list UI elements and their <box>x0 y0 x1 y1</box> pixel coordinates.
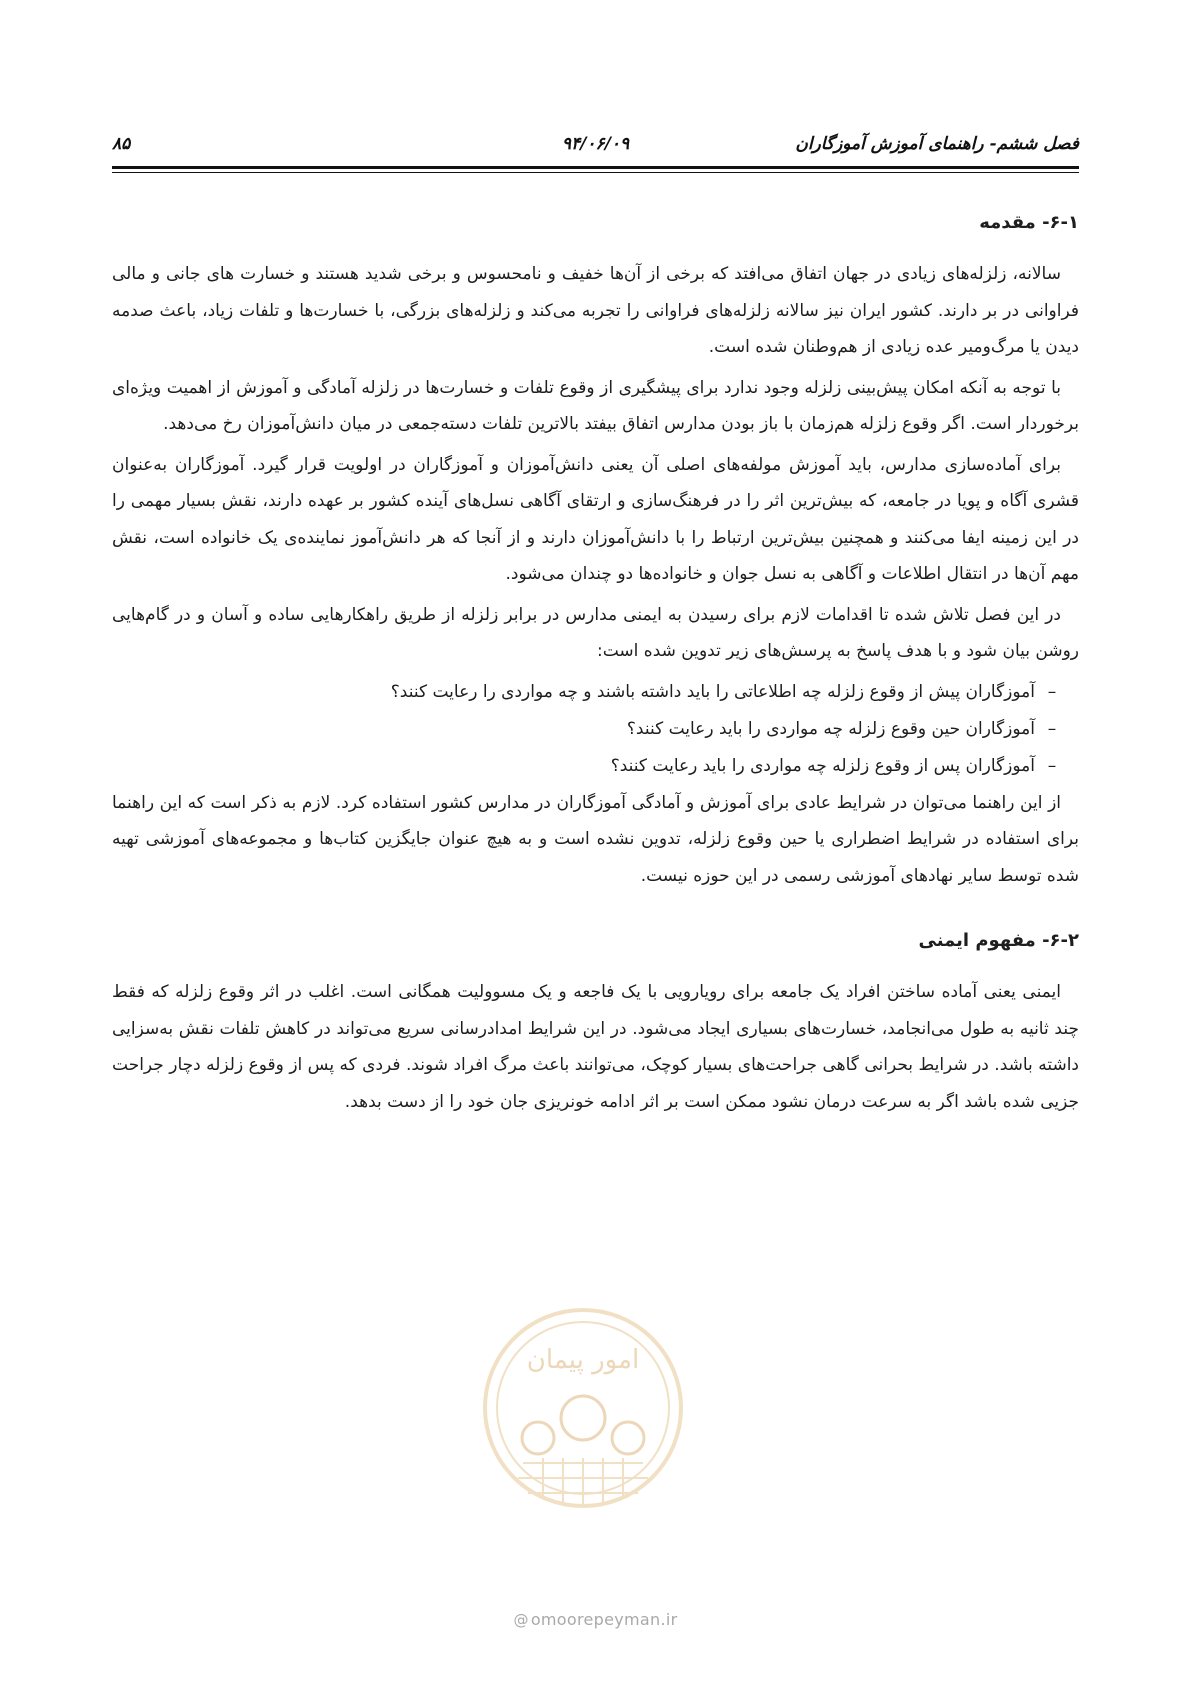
paragraph: در این فصل تلاش شده تا اقدامات لازم برای رسیدن به ایمنی مدارس در برابر زلزله از طریق راهکارهایی ساده و آسان و در گام‌هایی روشن بیان شود و با هدف پاسخ به پرسش‌های زیر تدوین شده است: <box>112 604 1079 661</box>
paragraph: از این راهنما می‌توان در شرایط عادی برای آموزش و آمادگی آموزگاران در مدارس کشور استفاده کرد. لازم به ذکر است که این راهنما برای استفاده در شرایط اضطراری یا حین وقوع زلزله، تدوین نشده است و به هیچ عنوان جایگزین کتاب‌ها و مجموعه‌های آموزشی تهیه شده توسط سایر نهادهای آموزشی رسمی در این حوزه نیست. <box>112 792 1079 886</box>
body-text <box>112 206 1079 1124</box>
header-rule-thick <box>112 166 1079 169</box>
page-number: ۸۵ <box>112 134 131 154</box>
list-item <box>112 748 1059 785</box>
dash-bullet-icon: – <box>1047 681 1057 702</box>
list-item-text: آموزگاران حین وقوع زلزله چه مواردی را باید رعایت کنند؟ <box>626 718 1035 739</box>
header-date: ۹۴/۰۶/۰۹ <box>561 134 630 154</box>
list-item <box>112 674 1059 711</box>
list-item-text: آموزگاران پیش از وقوع زلزله چه اطلاعاتی را باید داشته باشند و چه مواردی را رعایت کنند؟ <box>390 681 1035 702</box>
question-list <box>112 674 1079 785</box>
paragraph: برای آماده‌سازی مدارس، باید آموزش مولفه‌های اصلی آن یعنی دانش‌آموزان و آموزگاران در اولویت قرار گیرد. آموزگاران به‌عنوان قشری آگاه و پویا در جامعه، که بیش‌ترین اثر را در فرهنگ‌سازی و ارتقای آگاهی نسل‌های آینده کشور بر عهده دارند، نقش بسیار مهمی را در این زمینه ایفا می‌کنند و همچنین بیش‌ترین ارتباط را با دانش‌آموزان دارند و از آنجا که هر دانش‌آموز نماینده‌ی یک خانواده است، نقش مهم آن‌ها در انتقال اطلاعات و آگاهی به نسل جوان و خانواده‌ها دو چندان می‌شود. <box>112 454 1079 584</box>
list-item-text: آموزگاران پس از وقوع زلزله چه مواردی را باید رعایت کنند؟ <box>610 755 1035 776</box>
paragraph: سالانه، زلزله‌های زیادی در جهان اتفاق می‌افتد که برخی از آن‌ها خفیف و نامحسوس و برخی شدید هستند و خسارت های جانی و مالی فراوانی در بر دارند. کشور ایران نیز سالانه زلزله‌های فراوانی را تجربه می‌کند و زلزله‌های بزرگی، با خسارت‌ها و تلفات زیاد، باعث صدمه دیدن یا مرگ‌ومیر عده زیادی از هم‌وطنان شده است. <box>112 264 1079 357</box>
section-heading-introduction: ۶-۱- مقدمه <box>979 212 1079 233</box>
chapter-title: فصل ششم- راهنمای آموزش آموزگاران <box>795 134 1079 154</box>
paragraph: با توجه به آنکه امکان پیش‌بینی زلزله وجود ندارد برای پیشگیری از وقوع تلفات و خسارت‌ها در زلزله آمادگی و آموزش از اهمیت ویژه‌ای برخوردار است. اگر وقوع زلزله هم‌زمان با باز بودن مدارس اتفاق بیفتد بالاترین تلفات دسته‌جمعی در میان دانش‌آموزان رخ می‌دهد. <box>112 377 1079 434</box>
list-item <box>112 711 1059 748</box>
dash-bullet-icon: – <box>1047 718 1057 739</box>
watermark-seal-icon <box>478 1298 688 1548</box>
watermark-url <box>0 1610 1191 1629</box>
dash-bullet-icon: – <box>1047 755 1057 776</box>
running-header <box>112 128 1079 162</box>
seal-lettering: امور پیمان <box>526 1345 640 1375</box>
section-heading-safety-concept: ۶-۲- مفهوم ایمنی <box>918 930 1079 951</box>
header-rule-thin <box>112 172 1079 173</box>
paragraph: ایمنی یعنی آماده ساختن افراد یک جامعه برای رویارویی با یک فاجعه و یک مسوولیت همگانی است. اغلب در اثر وقوع زلزله که فقط چند ثانیه به طول می‌انجامد، خسارت‌های بسیاری ایجاد می‌شود. در این شرایط امدادرسانی سریع می‌تواند در کاهش تلفات نقش به‌سزایی داشته باشد. در شرایط بحرانی گاهی جراحت‌های بسیار کوچک، می‌توانند باعث مرگ افراد شوند. فردی که پس از وقوع زلزله دچار جراحت جزیی شده باشد اگر به سرعت درمان نشود ممکن است بر اثر ادامه خونریزی جان خود را از دست بدهد. <box>112 982 1079 1112</box>
watermark-url-text: omoorepeyman.ir <box>530 1610 678 1629</box>
at-icon: @ <box>513 1611 529 1629</box>
